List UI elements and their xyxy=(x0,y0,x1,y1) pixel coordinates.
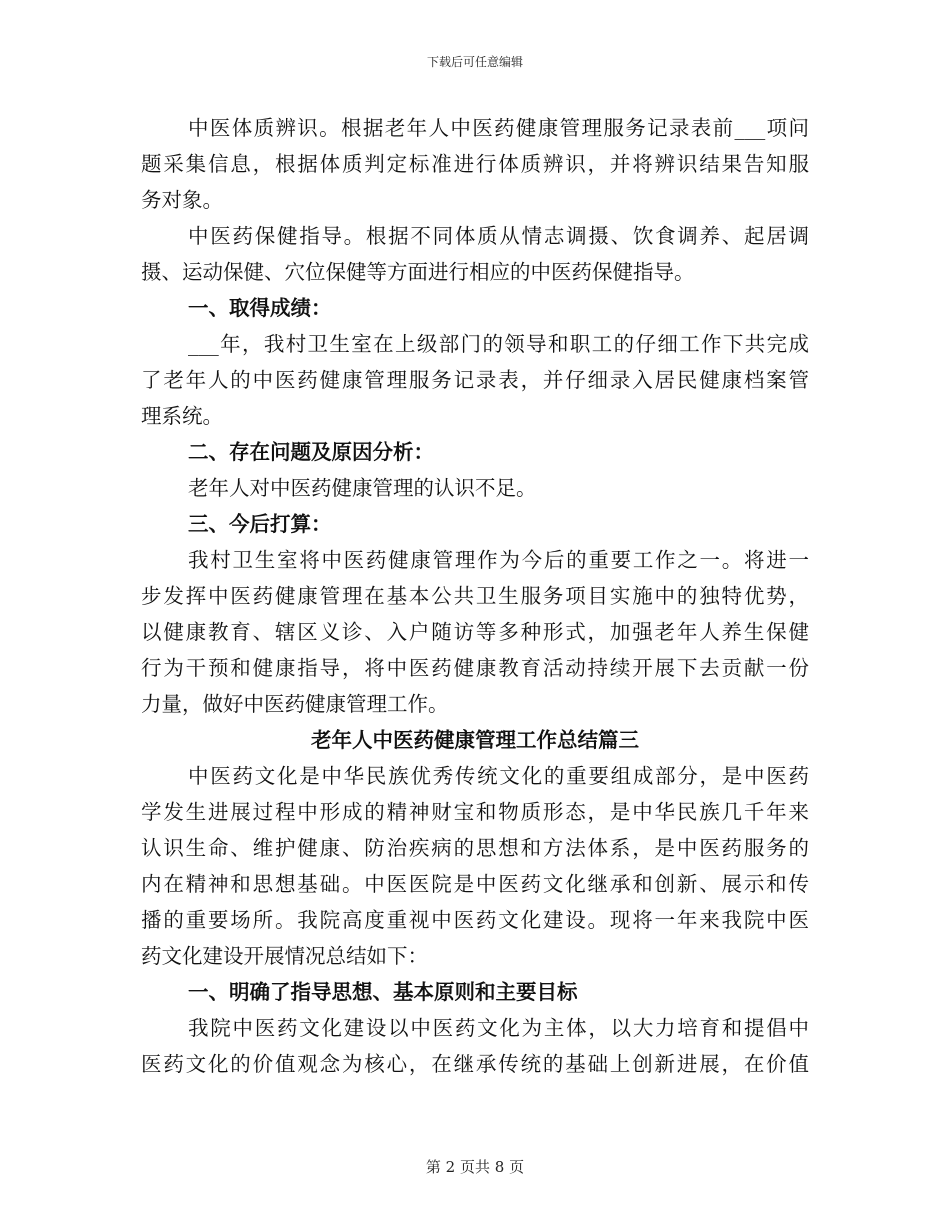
text-line: 以健康教育、辖区义诊、入户随访等多种形式，加强老年人养生保健 xyxy=(141,620,809,644)
text-line: ___年，我村卫生室在上级部门的领导和职工的仔细工作下共完成 xyxy=(188,332,809,356)
text-line: 了老年人的中医药健康管理服务记录表，并仔细录入居民健康档案管 xyxy=(141,368,809,392)
text-line: 题采集信息，根据体质判定标准进行体质辨识，并将辨识结果告知服 xyxy=(141,152,809,176)
text-line: 务对象。 xyxy=(141,188,223,212)
heading-line: 一、明确了指导思想、基本原则和主要目标 xyxy=(188,980,578,1004)
page-header: 下载后可任意编辑 xyxy=(426,55,523,69)
document-body xyxy=(141,110,809,1082)
text-line: 学发生进展过程中形成的精神财宝和物质形态，是中华民族几千年来 xyxy=(141,800,809,824)
text-line: 理系统。 xyxy=(141,404,223,428)
text-line: 力量，做好中医药健康管理工作。 xyxy=(141,692,449,716)
text-line: 中医药保健指导。根据不同体质从情志调摄、饮食调养、起居调 xyxy=(188,224,809,248)
text-line: 医药文化的价值观念为核心，在继承传统的基础上创新进展，在价值 xyxy=(141,1052,809,1076)
text-line: 行为干预和健康指导，将中医药健康教育活动持续开展下去贡献一份 xyxy=(141,656,809,680)
text-line: 步发挥中医药健康管理在基本公共卫生服务项目实施中的独特优势， xyxy=(141,584,809,608)
heading-line: 一、取得成绩： xyxy=(188,296,332,320)
text-line: 药文化建设开展情况总结如下： xyxy=(141,944,428,968)
page-footer: 第 2 页共 8 页 xyxy=(425,1158,525,1176)
text-line: 中医药文化是中华民族优秀传统文化的重要组成部分，是中医药 xyxy=(188,764,809,788)
text-line: 认识生命、维护健康、防治疾病的思想和方法体系，是中医药服务的 xyxy=(141,836,809,860)
text-line: 老年人对中医药健康管理的认识不足。 xyxy=(188,476,537,500)
text-line: 我村卫生室将中医药健康管理作为今后的重要工作之一。将进一 xyxy=(188,548,809,572)
text-line: 播的重要场所。我院高度重视中医药文化建设。现将一年来我院中医 xyxy=(141,908,809,932)
text-line: 中医体质辨识。根据老年人中医药健康管理服务记录表前___项问 xyxy=(188,116,809,140)
heading-line: 三、今后打算： xyxy=(188,512,332,536)
text-line: 摄、运动保健、穴位保健等方面进行相应的中医药保健指导。 xyxy=(141,260,695,284)
text-line: 我院中医药文化建设以中医药文化为主体，以大力培育和提倡中 xyxy=(188,1016,809,1040)
text-line: 内在精神和思想基础。中医医院是中医药文化继承和创新、展示和传 xyxy=(141,872,809,896)
heading-line: 老年人中医药健康管理工作总结篇三 xyxy=(311,728,639,752)
heading-line: 二、存在问题及原因分析： xyxy=(188,440,434,464)
